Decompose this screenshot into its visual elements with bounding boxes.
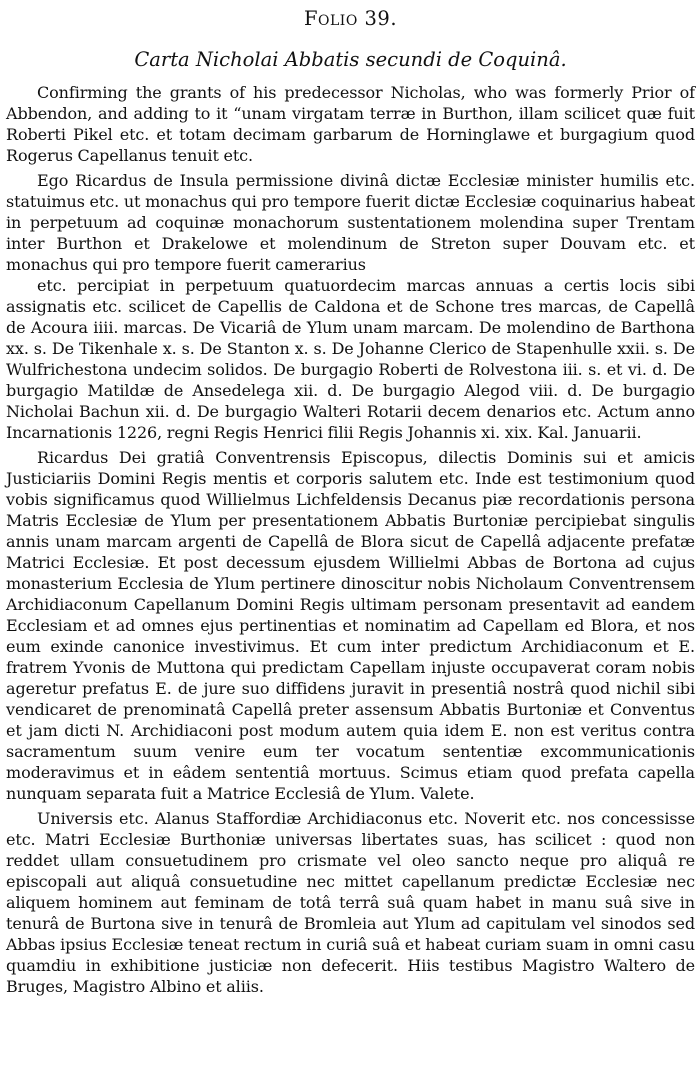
paragraph-alanus-archidiaconus: Universis etc. Alanus Staffordiæ Archidiaconus etc. Noverit etc. nos concessisse etc. Matri Ecclesiæ Burthoniæ universas libertates suas, has scilicet : quod non reddet ullam consuetudinem pro crismate vel oleo sancto neque pro aliquâ re episcopali aut aliquâ consuetudine nec mittet capellanum predictæ Ecclesiæ nec aliquem hominem aut feminam de totâ terrâ suâ quam habet in manu suâ sive in tenurâ de Burtona sive in tenurâ de Bromleia aut Ylum ad capitulam vel sinodos sed Abbas ipsius Ecclesiæ teneat rectum in curiâ suâ et habeat curiam suam in omni casu quamdiu in exhibitione justiciæ non defecerit. Hiis testibus Magistro Waltero de Bruges, Magistro Albino et aliis. — [6, 809, 695, 996]
folio-number: 39. — [364, 7, 398, 30]
folio-heading — [6, 6, 695, 32]
charter-title: Carta Nicholai Abbatis secundi de Coquinâ. — [134, 48, 567, 71]
folio-label: Folio — [303, 7, 358, 30]
paragraph-episcopus-letter: Ricardus Dei gratiâ Conventrensis Episcopus, dilectis Dominis sui et amicis Justiciariis Domini Regis mentis et corporis salutem etc. Inde est testimonium quod vobis significamus quod Willielmus Lichfeldensis Decanus piæ recordationis persona Matris Ecclesiæ de Ylum per presentationem Abbatis Burtoniæ percipiebat singulis annis unam marcam argenti de Capellâ de Blora sicut de Capellâ adjacente prefatæ Matrici Ecclesiæ. Et post decessum ejusdem Willielmi Abbas de Bortona ad cujus monasterium Ecclesia de Ylum pertinere dinoscitur nobis Nicholaum Conventrensem Archidiaconum Capellanum Domini Regis ultimam personam presentavit ad eandem Ecclesiam et ad omnes ejus pertinentias et nominatim ad Capellam ed Blora, et nos eum exinde canonice investivimus. Et cum inter predictum Archidiaconum et E. fratrem Yvonis de Muttona qui predictam Capellam injuste occupaverat coram nobis ageretur prefatus E. de jure suo diffidens juravit in presentiâ nostrâ quod nichil sibi vendicaret de prenominatâ Capellâ preter assensum Abbatis Burtoniæ et Conventus et jam dicti N. Archidiaconi post modum autem quia idem E. non est veritus contra sacramentum suum venire eum ter vocatum sententiæ excommunicationis moderavimus et in eâdem sententiâ mortuus. Scimus etiam quod prefata capella nunquam separata fuit a Matrice Ecclesiâ de Ylum. Valete. — [6, 448, 695, 803]
paragraph-ricardus-de-insula: Ego Ricardus de Insula permissione divinâ dictæ Ecclesiæ minister humilis etc. statuimus etc. ut monachus qui pro tempore fuerit dictæ Ecclesiæ coquinarius habeat in perpetuum ad coquinæ monachorum sustentationem molendina super Trentam inter Burthon et Drakelowe et molendinum de Streton super Douvam etc. et monachus qui pro tempore fuerit camerarius — [6, 171, 695, 274]
paragraph-camerarius-rents: etc. percipiat in perpetuum quatuordecim marcas annuas a certis locis sibi assignatis etc. scilicet de Capellis de Caldona et de Schone tres marcas, de Capellâ de Acoura iiii. marcas. De Vicariâ de Ylum unam marcam. De molendino de Barthona xx. s. De Tikenhale x. s. De Stanton x. s. De Johanne Clerico de Stapenhulle xxii. s. De Wulfrichestona undecim solidos. De burgagio Roberti de Rolvestona iii. s. et vi. d. De burgagio Matildæ de Ansedelega xii. d. De burgagio Alegod viii. d. De burgagio Nicholai Bachun xii. d. De burgagio Walteri Rotarii decem denarios etc. Actum anno Incarnationis 1226, regni Regis Henrici filii Regis Johannis xi. xix. Kal. Januarii. — [6, 276, 695, 442]
paragraph-summary: Confirming the grants of his predecessor Nicholas, who was formerly Prior of Abbendon, and adding to it “unam virgatam terræ in Burthon, illam scilicet quæ fuit Roberti Pikel etc. et totam decimam garbarum de Horninglawe et burgagium quod Rogerus Capellanus tenuit etc. — [6, 83, 695, 165]
